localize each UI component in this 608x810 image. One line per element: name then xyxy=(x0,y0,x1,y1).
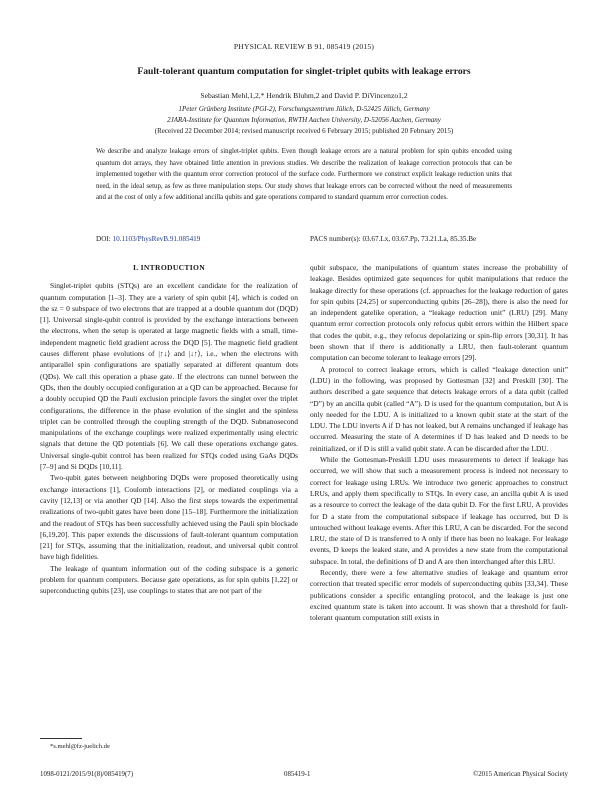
received-dates: (Received 22 December 2014; revised manuscript received 6 February 2015; published 20 February 2015) xyxy=(154,127,454,135)
paper-title: Fault-tolerant quantum computation for singlet-triplet qubits with leakage errors xyxy=(137,66,471,77)
paragraph: qubit subspace, the manipulations of quantum states increase the probability of leakage. Besides optimized gate sequences for qubit manipulations that reduce the leakage directly for these operations (cf. approaches for the leakage reduction of gates for spin qubits [24,25] or superconducting qubits [26–28]), there is also the need for an independent gatelike operation, a “leakage reduction unit” (LRU) [29]. Many quantum error correction protocols only refocus qubit errors within the Hilbert space that codes the qubit, e.g., they refocus depolarizing or spin-flip errors [30,31]. It has been shown that if there is additionally a LRU, then fault-tolerant quantum computation can become tolerant to leakage errors [29]. xyxy=(310,263,568,363)
journal-code: 1098-0121/2015/91(8)/085419(7) xyxy=(40,771,134,778)
paragraph: The leakage of quantum information out of the coding subspace is a generic problem for quantum computers. Because gate operations, as for spin qubits [1,22] or superconducting qubits [23], use couplings to states that are not part of the xyxy=(40,563,298,596)
paragraph: Two-qubit gates between neighboring DQDs were proposed theoretically using exchange interactions [1], Coulomb interactions [2], or mediated couplings via a cavity [12,13] or via another QD [14]. Also the first steps towards the experimental realizations of two-qubit gates have been done [15–18]. Furthermore the initialization and the readout of STQs has been successfully achieved using the Pauli spin blockade [6,19,20]. This paper extends the discussions of fault-tolerant quantum computation [21] for STQs, assuming that the initialization, readout, and universal qubit control have high fidelities. xyxy=(40,473,298,562)
doi-pacs-line xyxy=(96,235,512,243)
paragraph: Recently, there were a few alternative studies of leakage and quantum error correction that treated specific error models of superconducting qubits [33,34]. These publications consider a specific entangling protocol, and the leakage is just one excited quantum state is taken into account. It was shown that a threshold for fault-tolerant quantum computation still exists in xyxy=(310,568,568,623)
pacs-numbers: PACS number(s): 03.67.Lx, 03.67.Pp, 73.21.La, 85.35.Be xyxy=(310,235,477,243)
running-head: PHYSICAL REVIEW B 91, 085419 (2015) xyxy=(233,42,375,51)
paragraph: Singlet-triplet qubits (STQs) are an excellent candidate for the realization of quantum computation [1–3]. They are a variety of spin qubit [4], which is coded on the sz = 0 subspace of two electrons that are trapped at a double quantum dot (DQD) [1]. Universal single-qubit control is provided by the exchange interactions between the electrons, when the setup is operated at large magnetic fields with a small, time-independent magnetic field gradient across the DQD [5]. The magnetic field gradient causes different phase evolutions of |↑↓⟩ and |↓↑⟩, i.e., when the electrons with antiparallel spin configurations are spatially separated at different quantum dots (QDs). We call this operation a phase gate. If the electrons can tunnel between the QDs, then the doubly occupied configuration at a QD can be approached. Because for a doubly occupied QD the Pauli exclusion principle favors the singlet over the triplet configurations, the difference in the phase evolution of the singlet and the spinless triplet can be controlled through the coupling strength of the DQD. Subnanosecond manipulations of the exchange couplings were realized experimentally using electric signals that detune the QD potentials [6]. We call these operations exchange gates. Universal single-qubit control has been realized for STQs coded using GaAs DQDs [7–9] and Si DQDs [10,11]. xyxy=(40,281,298,472)
affiliation-2: 2JARA-Institute for Quantum Information, RWTH Aachen University, D-52056 Aachen, Germany xyxy=(167,116,441,124)
doi-link[interactable]: 10.1103/PhysRevB.91.085419 xyxy=(112,235,201,243)
abstract xyxy=(96,146,512,204)
right-column xyxy=(310,262,568,624)
paragraph: A protocol to correct leakage errors, which is called “leakage detection unit” (LDU) in the following, was proposed by Gottesman [32] and Preskill [30]. The authors described a gate sequence that detects leakage errors of a data qubit (called “D”) by an ancilla qubit (called “A”). D is used for the quantum computation, but A is only needed for the LDU. A is initialized to a known qubit state at the start of the LDU. The LDU inverts A if D has not leaked, but A remains unchanged if leakage has occurred. Measuring the state of A determines if D has leaked and D needs to be reinitialized, or if D is still a valid qubit state. A can be discarded after the LDU. xyxy=(310,364,568,453)
paragraph: While the Gottesman-Preskill LDU uses measurements to detect if leakage has occurred, we will show that such a measurement process is indeed not necessary to correct for leakage using LRUs. We introduce two generic approaches to construct LRUs, and apply them specifically to STQs. In every case, an ancilla qubit A is used as a resource to correct the leakage of the data qubit D. For the first LRU, A provides for D a state from the computational subspace if leakage has occurred, but D is untouched without leakage events. After this LRU, A can be discarded. For the second LRU, the state of D is transferred to A only if there has been no leakage. For leakage events, D keeps the leaked state, and A provides a new state from the computational subspace. In total, the definitions of D and A are then interchanged after this LRU. xyxy=(310,455,568,566)
page-number: 085419-1 xyxy=(284,771,311,778)
left-column xyxy=(40,262,298,597)
copyright: ©2015 American Physical Society xyxy=(473,771,568,778)
author-list: Sebastian Mehl,1,2,* Hendrik Bluhm,2 and David P. DiVincenzo1,2 xyxy=(200,91,408,100)
footnote-divider xyxy=(40,738,82,739)
section-heading: I. INTRODUCTION xyxy=(132,263,205,272)
affiliation-1: 1Peter Grünberg Institute (PGI-2), Forschungszentrum Jülich, D-52425 Jülich, Germany xyxy=(178,105,430,113)
corresponding-author-footnote: *s.mehl@fz-juelich.de xyxy=(50,743,110,750)
doi-label: DOI: xyxy=(96,235,111,243)
abstract-text: We describe and analyze leakage errors of singlet-triplet qubits. Even though leakage errors are a natural problem for spin qubits encoded using quantum dot arrays, they have obtained little attention in previous studies. We describe the realization of leakage correction protocols that can be implemented together with the quantum error correction protocol of the surface code. Furthermore we construct explicit leakage reduction units that need, in the ideal setup, as few as three manipulation steps. Our study shows that leakage errors can be corrected without the need of measurements and at the cost of only a few additional ancilla qubits and gate operations compared to standard quantum error correction codes. xyxy=(96,148,512,202)
